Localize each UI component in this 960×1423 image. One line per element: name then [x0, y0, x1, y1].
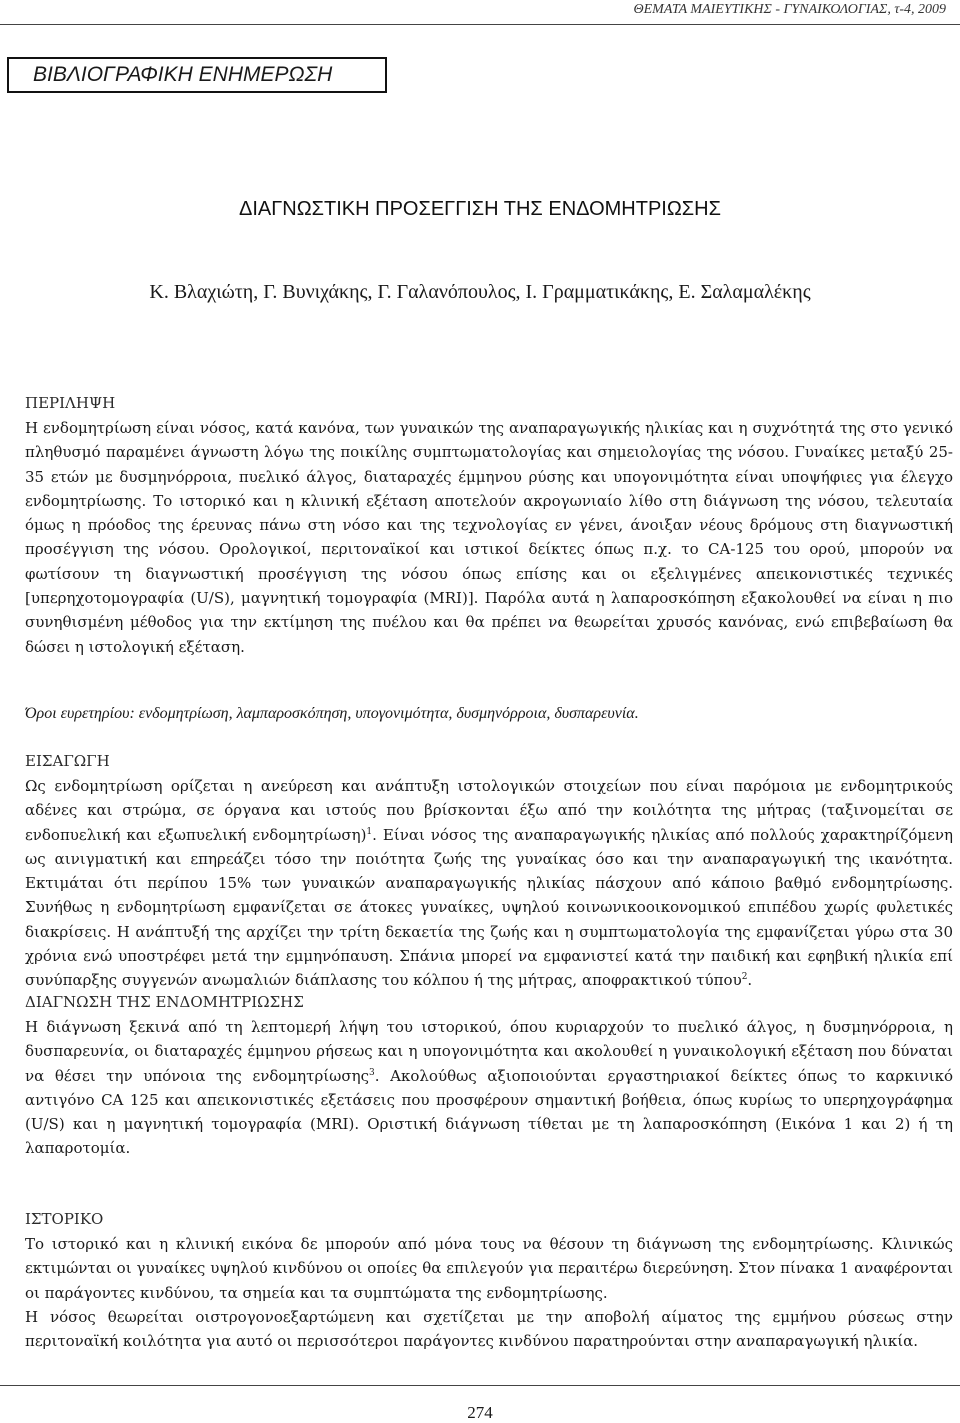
intro-text-part-2: . Είναι νόσος της αναπαραγωγικής ηλικίας από πολλούς χαρακτηρίζόμενη ως αινιγματική και επηρεάζει τόσο την ποιότητα ζωής της γυναίκας όσο και την αναπαραγωγική της ικανότητα. Εκτιμάται ότι περίπου 15% των γυναικών αναπαραγωγικής ηλικίας πάσχουν από κάποιο βαθμό ενδομητρίωσης. Συνήθως η ενδομητρίωση εμφανίζεται σε άτοκες γυναίκες, υψηλού κοινωνικοοικονομικού επιπέδου χωρίς φυλετικές διακρίσεις. Η ανάπτυξή της αρχίζει την τρίτη δεκαετία της ζωής και η συμπτωματολογία της εμφανίζεται γύρω στα 30 χρόνια ενώ υποστρέφει μετά την εμμηνόπαυση. Σπάνια μπορεί να εμφανιστεί κατά την παιδική και εφηβική ηλικία επί συνύπαρξης συγγενών ανωμαλιών διάπλασης του κόλπου ή της μήτρας, αποφρακτικού τύπου [25, 825, 953, 990]
citation-1: 1 [366, 826, 373, 837]
citation-2: 2 [741, 972, 748, 983]
intro-text-part-1: Ως ενδομητρίωση ορίζεται η ανεύρεση και ανάπτυξη ιστολογικών στοιχείων που είναι παρόμοια με ενδομητρικούς αδένες και στρώμα, σε όργανα και ιστούς που βρίσκονται έξω από την κοιλότητα της μήτρας (ταξινομείται σε ενδοπυελική και εξωπυελική ενδομητρίωση) [25, 777, 953, 844]
diagnosis-text [25, 1015, 953, 1161]
keywords-line: Όροι ευρετηρίου: ενδομητρίωση, λαμπαροσκόπηση, υπογονιμότητα, δυσμηνόρροια, δυσπαρευνία. [25, 705, 639, 722]
page-number: 274 [467, 1403, 493, 1422]
abstract-heading: ΠΕΡΙΛΗΨΗ [25, 394, 116, 412]
article-title: ΔΙΑΓΝΩΣΤΙΚΗ ΠΡΟΣΕΓΓΙΣΗ ΤΗΣ ΕΝΔΟΜΗΤΡΙΩΣΗΣ [239, 198, 721, 220]
history-text-2: Η νόσος θεωρείται οιστρογονοεξαρτώμενη και σχετίζεται με την αποβολή αίματος της εμμήνου ρύσεως στην περιτοναϊκή κοιλότητα για αυτό οι περισσότεροι παράγοντες κινδύνου παρατηρούνται στην αναπαραγωγική ηλικία. [25, 1308, 953, 1351]
abstract-text: Η ενδομητρίωση είναι νόσος, κατά κανόνα, των γυναικών της αναπαραγωγικής ηλικίας και η συχνότητά της στο γενικό πληθυσμό παραμένει άγνωστη λόγω της ποικίλης συμπτωματολογίας και σημειολογίας της νόσου. Γυναίκες μεταξύ 25-35 ετών με δυσμηνόρροια, πυελικό άλγος, διαταραχές έμμηνου ρύσης και υπογονιμότητα είναι υποψήφιες για έλεγχο ενδομητρίωσης. Το ιστορικό και η κλινική εξέταση αποτελούν ακρογωνιαίο λίθο στη διάγνωση της νόσου, τελευταία όμως η πρόοδος της έρευνας πάνω στη νόσο και της τεχνολογίας εν γένει, άνοιξαν νέους δρόμους στη διαγνωστική προσέγγιση της νόσου. Ορολογικοί, περιτοναϊκοί και ιστικοί δείκτες όπως π.χ. το CA-125 του ορού, μπορούν να φωτίσουν τη διαγνωστική προσέγγιση της νόσου όπως επίσης και οι εξελιγμένες απεικονιστικές τεχνικές [υπερηχοτομογραφία (U/S), μαγνητική τομογραφία (MRI)]. Παρόλα αυτά η λαπαροσκόπηση εξακολουθεί να είναι η πιο συνηθισμένη μέθοδος για την εκτίμηση της πυέλου και θα πρέπει να θεωρείται χρυσός κανόνας, ενώ επιβεβαίωση θα δώσει η ιστολογική εξέταση. [25, 419, 953, 656]
intro-text [25, 774, 953, 993]
history-text-1: Το ιστορικό και η κλινική εικόνα δε μπορούν από μόνα τους να θέσουν τη διάγνωση της ενδομητρίωσης. Κλινικώς εκτιμώνται οι γυναίκες υψηλού κινδύνου οι οποίες θα επιλεγούν για περαιτέρω διερεύνηση. Στον πίνακα 1 αναφέρονται οι παράγοντες κινδύνου, τα σημεία και τα συμπτώματα της ενδομητρίωσης. [25, 1235, 953, 1302]
footer-rule [0, 1385, 960, 1386]
intro-heading: ΕΙΣΑΓΩΓΗ [25, 752, 110, 770]
intro-text-part-3: . [747, 971, 753, 990]
diagnosis-text-part-2: . Ακολούθως αξιοποιούνται εργαστηριακοί δείκτες όπως το καρκινικό αντιγόνο CA 125 και απεικονιστικές εξετάσεις που προσφέρουν σημαντική βοήθεια, όπως κυρίως το υπερηχογράφημα (U/S) και η μαγνητική τομογραφία (MRI). Οριστική διάγνωση τίθεται με τη λαπαροσκόπηση (Εικόνα 1 και 2) ή τη λαπαροτομία. [25, 1066, 953, 1158]
history-heading: ΙΣΤΟΡΙΚΟ [25, 1210, 104, 1228]
running-head: ΘΕΜΑΤΑ ΜΑΙΕΥΤΙΚΗΣ - ΓΥΝΑΙΚΟΛΟΓΙΑΣ, τ-4, 2009 [633, 2, 946, 17]
article-authors: Κ. Βλαχιώτη, Γ. Βυνιχάκης, Γ. Γαλανόπουλος, Ι. Γραμματικάκης, Ε. Σαλαμαλέκης [149, 281, 811, 303]
citation-3: 3 [369, 1067, 375, 1078]
diagnosis-text-part-1: Η διάγνωση ξεκινά από τη λεπτομερή λήψη του ιστορικού, όπου κυριαρχούν το πυελικό άλγος, η δυσμηνόρροια, η δυσπαρευνία, οι διαταραχές έμμηνου ρήσεως και η υπογονιμότητα και ακολουθεί η γυναικολογική εξέταση που δύναται να θέσει την υπόνοια της ενδομητρίωσης [25, 1018, 953, 1085]
diagnosis-heading: ΔΙΑΓΝΩΣΗ ΤΗΣ ΕΝΔΟΜΗΤΡΙΩΣΗΣ [25, 993, 304, 1011]
section-label-box: ΒΙΒΛΙΟΓΡΑΦΙΚΗ ΕΝΗΜΕΡΩΣΗ [7, 57, 387, 93]
header-rule [0, 24, 960, 25]
